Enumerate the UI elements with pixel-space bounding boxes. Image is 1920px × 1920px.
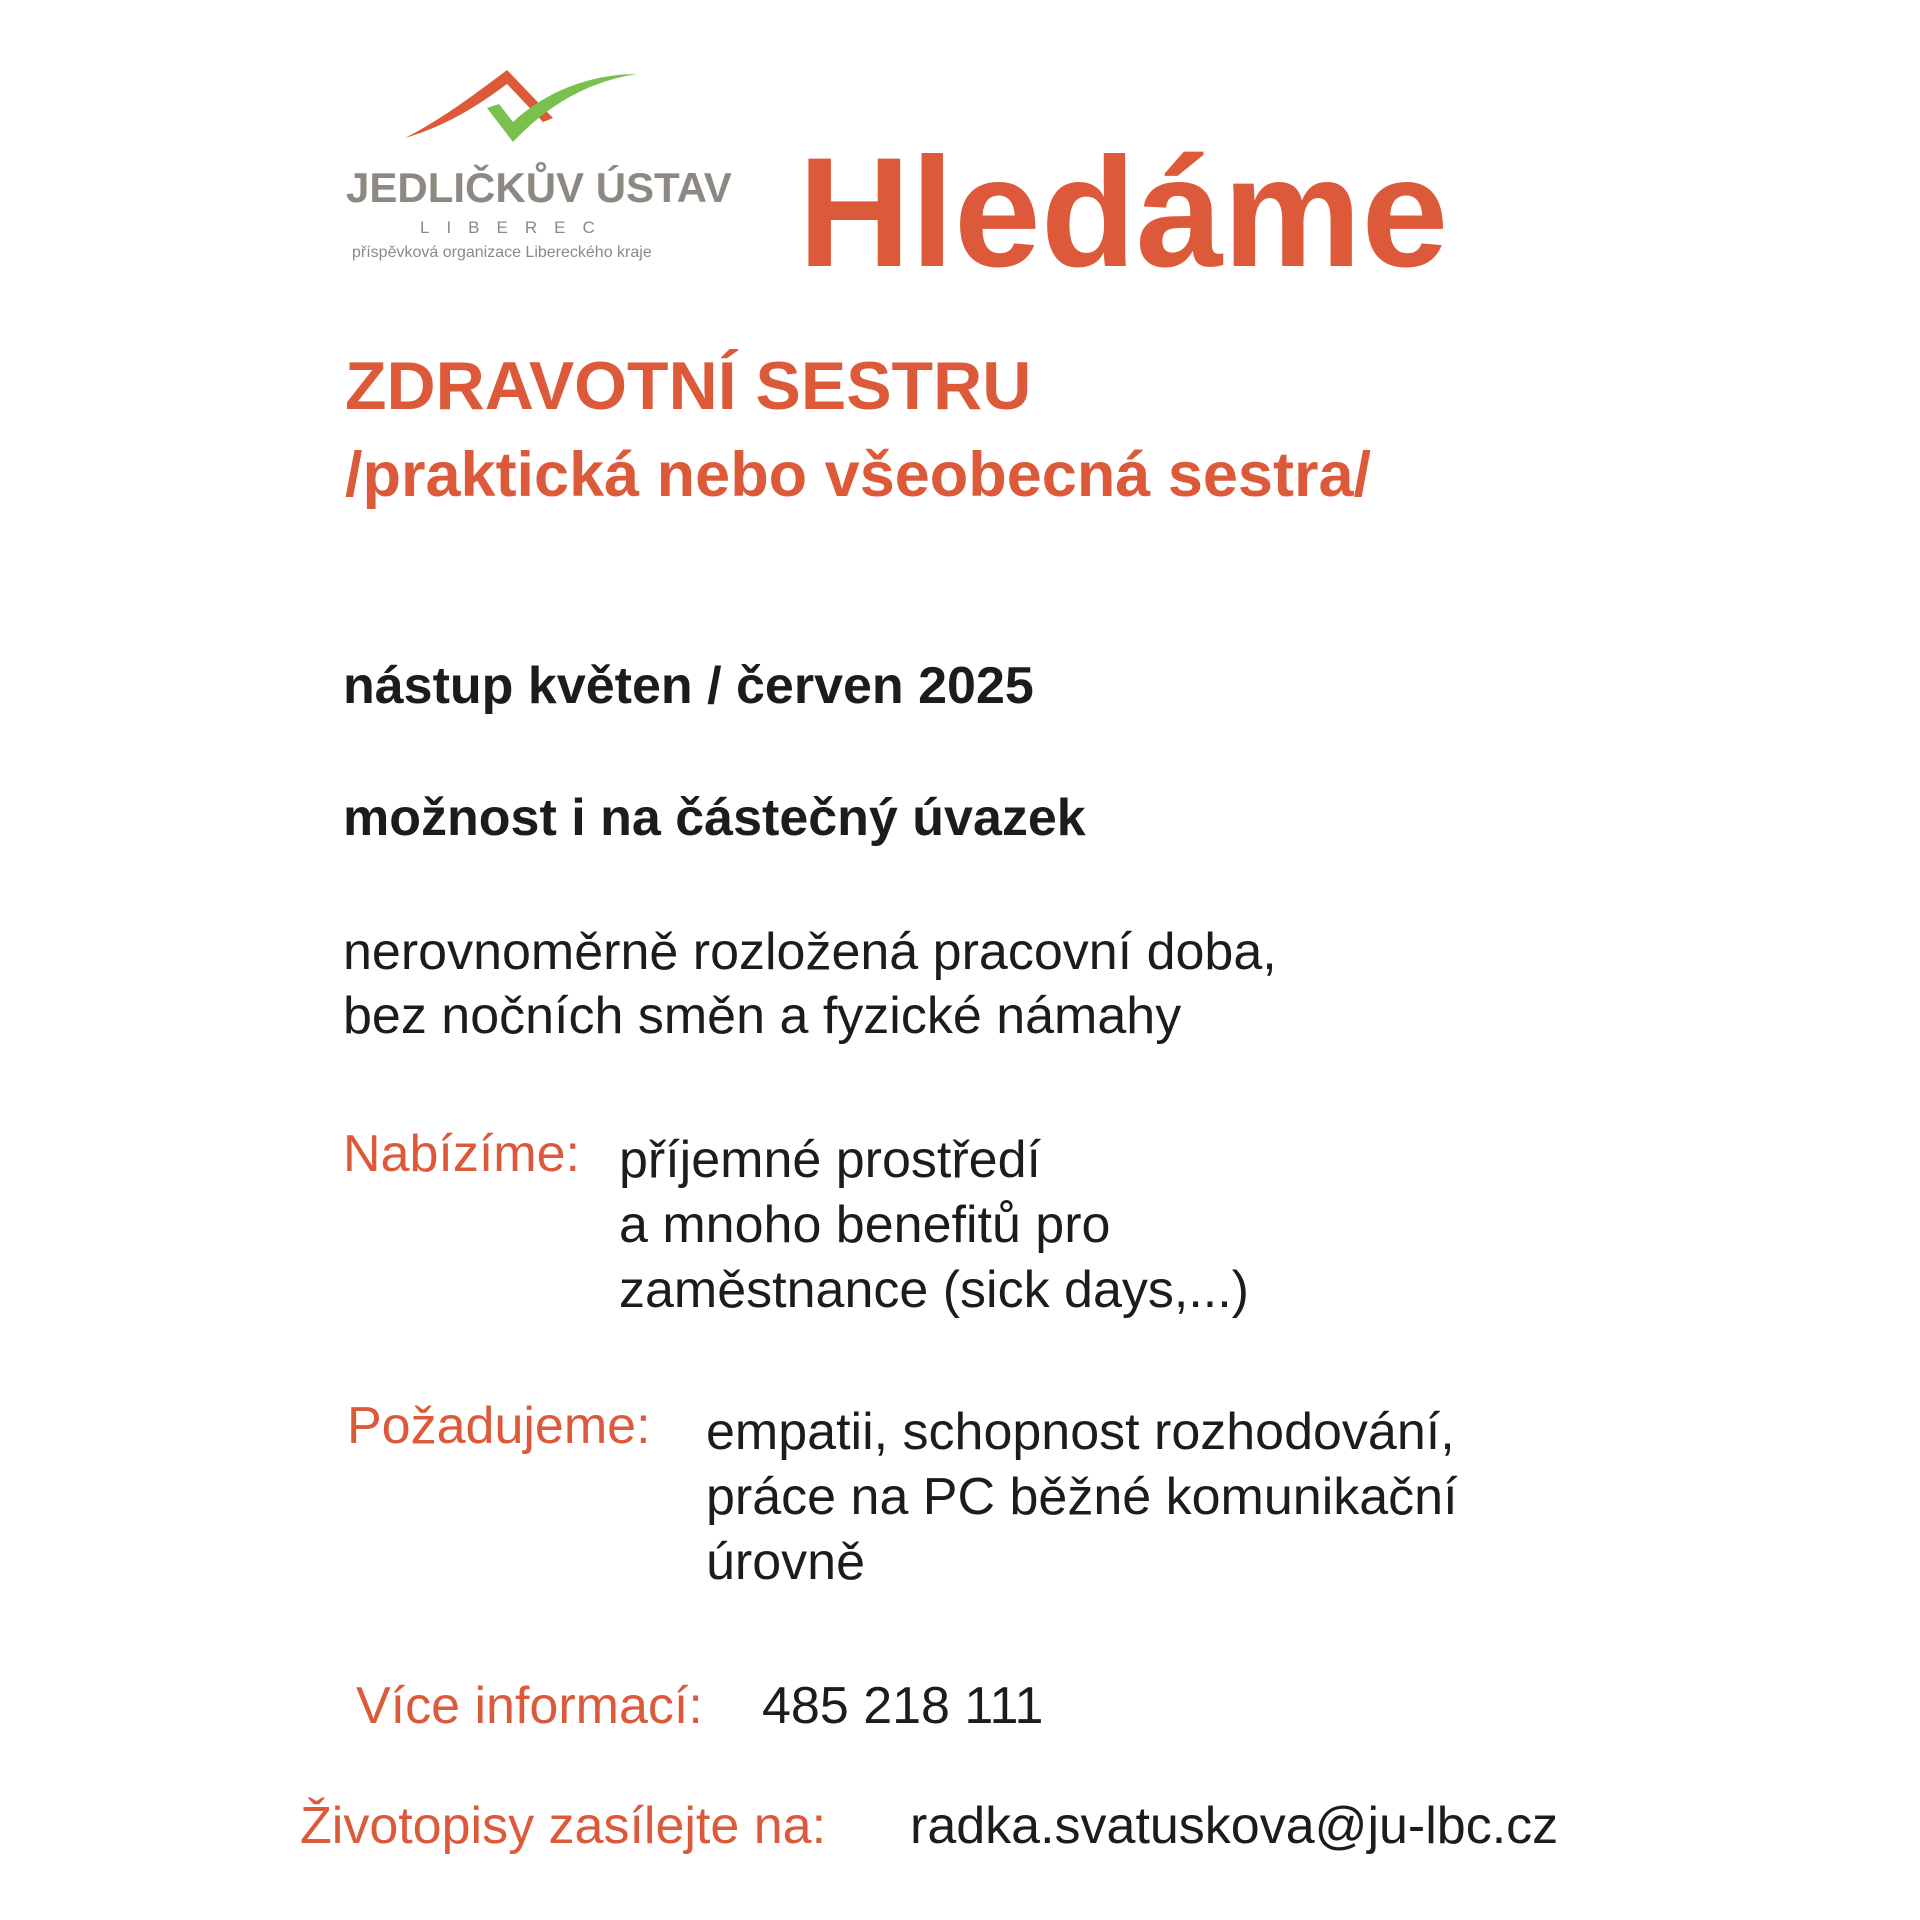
requirements-line: práce na PC běžné komunikační bbox=[706, 1468, 1458, 1526]
requirements-label: Požadujeme: bbox=[347, 1397, 651, 1455]
roof-icon bbox=[405, 70, 553, 138]
offer-line: zaměstnance (sick days,...) bbox=[619, 1261, 1249, 1319]
working-hours-line: nerovnoměrně rozložená pracovní doba, bbox=[343, 923, 1277, 981]
offer-line: a mnoho benefitů pro bbox=[619, 1196, 1111, 1254]
working-hours-line: bez nočních směn a fyzické námahy bbox=[343, 987, 1182, 1045]
offer-line: příjemné prostředí bbox=[619, 1131, 1041, 1189]
offer-text bbox=[619, 1128, 1249, 1323]
logo-roof-check-icon bbox=[395, 60, 645, 150]
start-date: nástup květen / červen 2025 bbox=[343, 657, 1034, 715]
requirements-line: úrovně bbox=[706, 1533, 865, 1591]
requirements-line: empatii, schopnost rozhodování, bbox=[706, 1403, 1455, 1461]
logo-city: LIBEREC bbox=[420, 218, 612, 237]
cv-label: Životopisy zasílejte na: bbox=[300, 1797, 827, 1855]
position-title: ZDRAVOTNÍ SESTRU bbox=[345, 348, 1032, 424]
info-label: Více informací: bbox=[356, 1677, 703, 1735]
position-subtitle: /praktická nebo všeobecná sestra/ bbox=[345, 440, 1371, 510]
logo-subtitle: příspěvková organizace Libereckého kraje bbox=[352, 244, 652, 261]
logo-name: JEDLIČKŮV ÚSTAV bbox=[346, 164, 732, 211]
cv-email[interactable]: radka.svatuskova@ju-lbc.cz bbox=[910, 1797, 1559, 1855]
part-time-note: možnost i na částečný úvazek bbox=[343, 789, 1086, 847]
offer-label: Nabízíme: bbox=[343, 1125, 580, 1183]
working-hours bbox=[343, 920, 1277, 1048]
requirements-text bbox=[706, 1400, 1458, 1595]
headline: Hledáme bbox=[798, 126, 1449, 300]
info-phone[interactable]: 485 218 111 bbox=[762, 1677, 1044, 1735]
